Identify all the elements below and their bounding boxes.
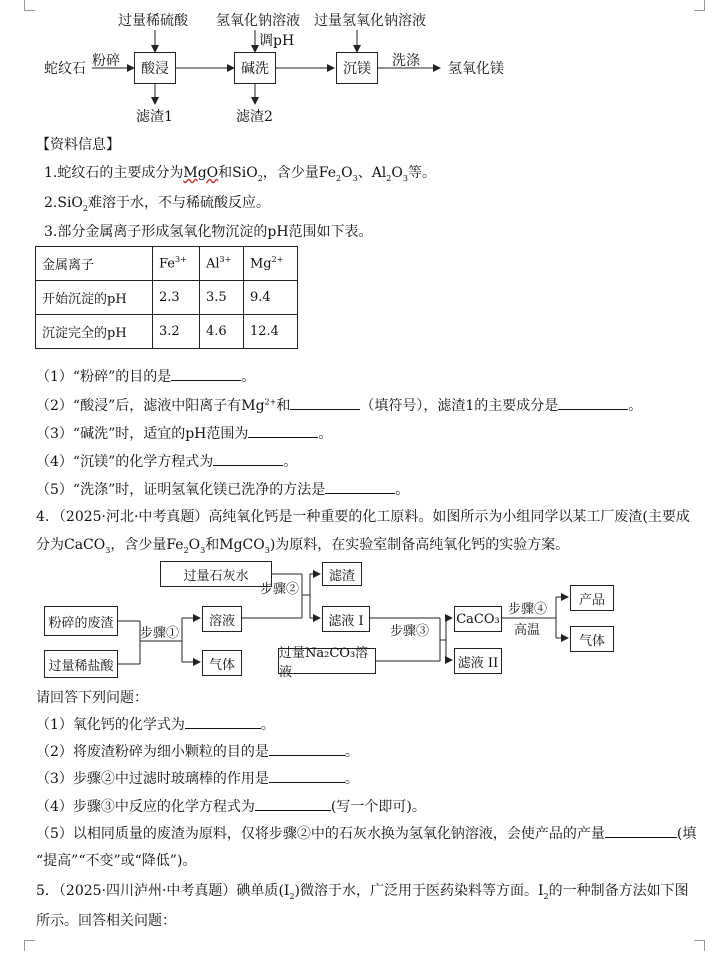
flow1-step-wash: 洗涤: [392, 53, 420, 69]
problem-5-line-2: 所示。回答相关问题：: [36, 913, 176, 929]
table-row: [36, 281, 298, 315]
info-item-3: 3.部分金属离子形成氢氧化物沉淀的pH范围如下表。: [44, 224, 373, 240]
answer-blank[interactable]: [290, 395, 360, 410]
answer-blank[interactable]: [255, 796, 331, 811]
table-cell: 3.5: [200, 281, 244, 315]
flow2-box-gas-2: 气体: [570, 626, 614, 652]
q2-line-2: （2）将废渣粉碎为细小颗粒的目的是 。: [36, 741, 359, 761]
answer-blank[interactable]: [325, 479, 395, 494]
flow1-reagent-excess-naoh: 过量氢氧化钠溶液: [314, 13, 426, 29]
table-cell: 4.6: [200, 315, 244, 349]
answer-blank[interactable]: [213, 451, 283, 466]
table-cell: 沉淀完全的pH: [36, 315, 153, 349]
flow1-residue-2: 滤渣2: [236, 109, 273, 125]
flow2-high-temp: 高温: [514, 623, 541, 638]
flow2-box-residue: 滤渣: [322, 562, 362, 586]
flow1-reagent-sulfuric-acid: 过量稀硫酸: [118, 13, 188, 29]
table-cell: 2.3: [153, 281, 200, 315]
q2-line-5: （5）以相同质量的废渣为原料，仅将步骤②中的石灰水换为氢氧化钠溶液，会使产品的产量 (填: [36, 823, 696, 843]
flow2-box-gas-1: 气体: [202, 650, 242, 676]
ph-table: [35, 246, 298, 349]
flow2-box-product: 产品: [570, 585, 614, 611]
table-cell: 开始沉淀的pH: [36, 281, 153, 315]
flow1-start-serpentine: 蛇纹石: [44, 61, 86, 77]
table-cell: 9.4: [244, 281, 298, 315]
info-title: 【资料信息】: [36, 137, 120, 153]
answer-blank[interactable]: [171, 366, 241, 381]
problem-4-line-2: 分为CaCO$_3$，含少量$Fe_2O_3$和MgCO$_3$)为原料，在实验室制备高纯氧化钙的实验方案。: [36, 537, 570, 555]
answer-blank[interactable]: [248, 423, 318, 438]
ph-table-header-cell: 金属离子: [36, 247, 153, 281]
flow2-step-3: 步骤③: [390, 624, 430, 639]
flow1-product: 氢氧化镁: [448, 61, 504, 77]
ph-table-header-cell: $Fe^{3+}$: [153, 247, 200, 281]
flow2-box-na2co3: 过量Na₂CO₃溶液: [278, 648, 376, 674]
flow1-residue-1: 滤渣1: [136, 109, 173, 125]
answer-blank[interactable]: [269, 741, 345, 756]
q1-line-2: （2）“酸浸”后，滤液中阳离子有$Mg^{2+}$和 （填符号），滤渣1的主要成分是 。: [36, 395, 642, 415]
problem-4-line-1: 4．（2025·河北·中考真题）高纯氧化钙是一种重要的化工原料。如图所示为小组同学以某工厂废渣(主要成: [36, 509, 690, 525]
info-item-1: 1.蛇纹石的主要成分为MgO和SiO$_2$，含少量$Fe_2O_3$、$Al_2O_3$等。: [44, 165, 436, 183]
flow1-step-crush: 粉碎: [92, 53, 120, 69]
flow2-box-filtrate-2: 滤液 II: [454, 648, 502, 674]
info-item-2: 2.SiO$_2$难溶于水，不与稀硫酸反应。: [44, 195, 270, 213]
ph-table-header-cell: $Al^{3+}$: [200, 247, 244, 281]
flow2-step-1: 步骤①: [140, 626, 180, 641]
flow2-box-hcl: 过量稀盐酸: [44, 650, 118, 678]
answer-blank[interactable]: [605, 823, 677, 838]
flow2-box-filtrate-1: 滤液 I: [322, 606, 370, 632]
q1-line-3: （3）“碱洗”时，适宜的pH范围为 。: [36, 423, 332, 443]
flow2-box-lime: 过量石灰水: [160, 561, 272, 587]
flow1-box-base-wash: 碱洗: [234, 52, 276, 84]
table-cell: 12.4: [244, 315, 298, 349]
answer-blank[interactable]: [269, 768, 345, 783]
answer-blank[interactable]: [185, 714, 261, 729]
q2-intro: 请回答下列问题：: [36, 690, 148, 706]
problem-5-line-1: 5．（2025·四川泸州·中考真题）碘单质$(I_2)$微溶于水，广泛用于医药染料等方面。$I_2$的一种制备方法如下图: [36, 883, 689, 901]
q1-line-1: （1）“粉碎”的目的是 。: [36, 366, 255, 386]
flow1-reagent-naoh: 氢氧化钠溶液: [216, 13, 300, 29]
flow2-box-solution: 溶液: [202, 606, 242, 632]
flow2-box-caco3: CaCO₃: [454, 606, 502, 632]
q1-line-5: （5）“洗涤”时，证明氢氧化镁已洗净的方法是 。: [36, 479, 409, 499]
flow1-reagent-naoh-ph: 调pH: [259, 33, 295, 49]
ph-table-header-cell: $Mg^{2+}$: [244, 247, 298, 281]
flow2-box-waste: 粉碎的废渣: [44, 606, 118, 636]
flow1-box-precipitate: 沉镁: [336, 52, 378, 84]
flow1-box-acid-leach: 酸浸: [134, 52, 176, 84]
flow2-step-4: 步骤④: [508, 602, 548, 617]
q1-line-4: （4）“沉镁”的化学方程式为 。: [36, 451, 297, 471]
q2-line-5b: “提高”“不变”或“降低”)。: [36, 853, 197, 869]
ph-table-header: [36, 247, 298, 281]
flow2-step-2: 步骤②: [260, 582, 300, 597]
answer-blank[interactable]: [558, 395, 628, 410]
q2-line-4: （4）步骤③中反应的化学方程式为 (写一个即可)。: [36, 796, 426, 816]
q2-line-3: （3）步骤②中过滤时玻璃棒的作用是 。: [36, 768, 359, 788]
table-row: [36, 315, 298, 349]
q2-line-1: （1）氧化钙的化学式为 。: [36, 714, 275, 734]
table-cell: 3.2: [153, 315, 200, 349]
